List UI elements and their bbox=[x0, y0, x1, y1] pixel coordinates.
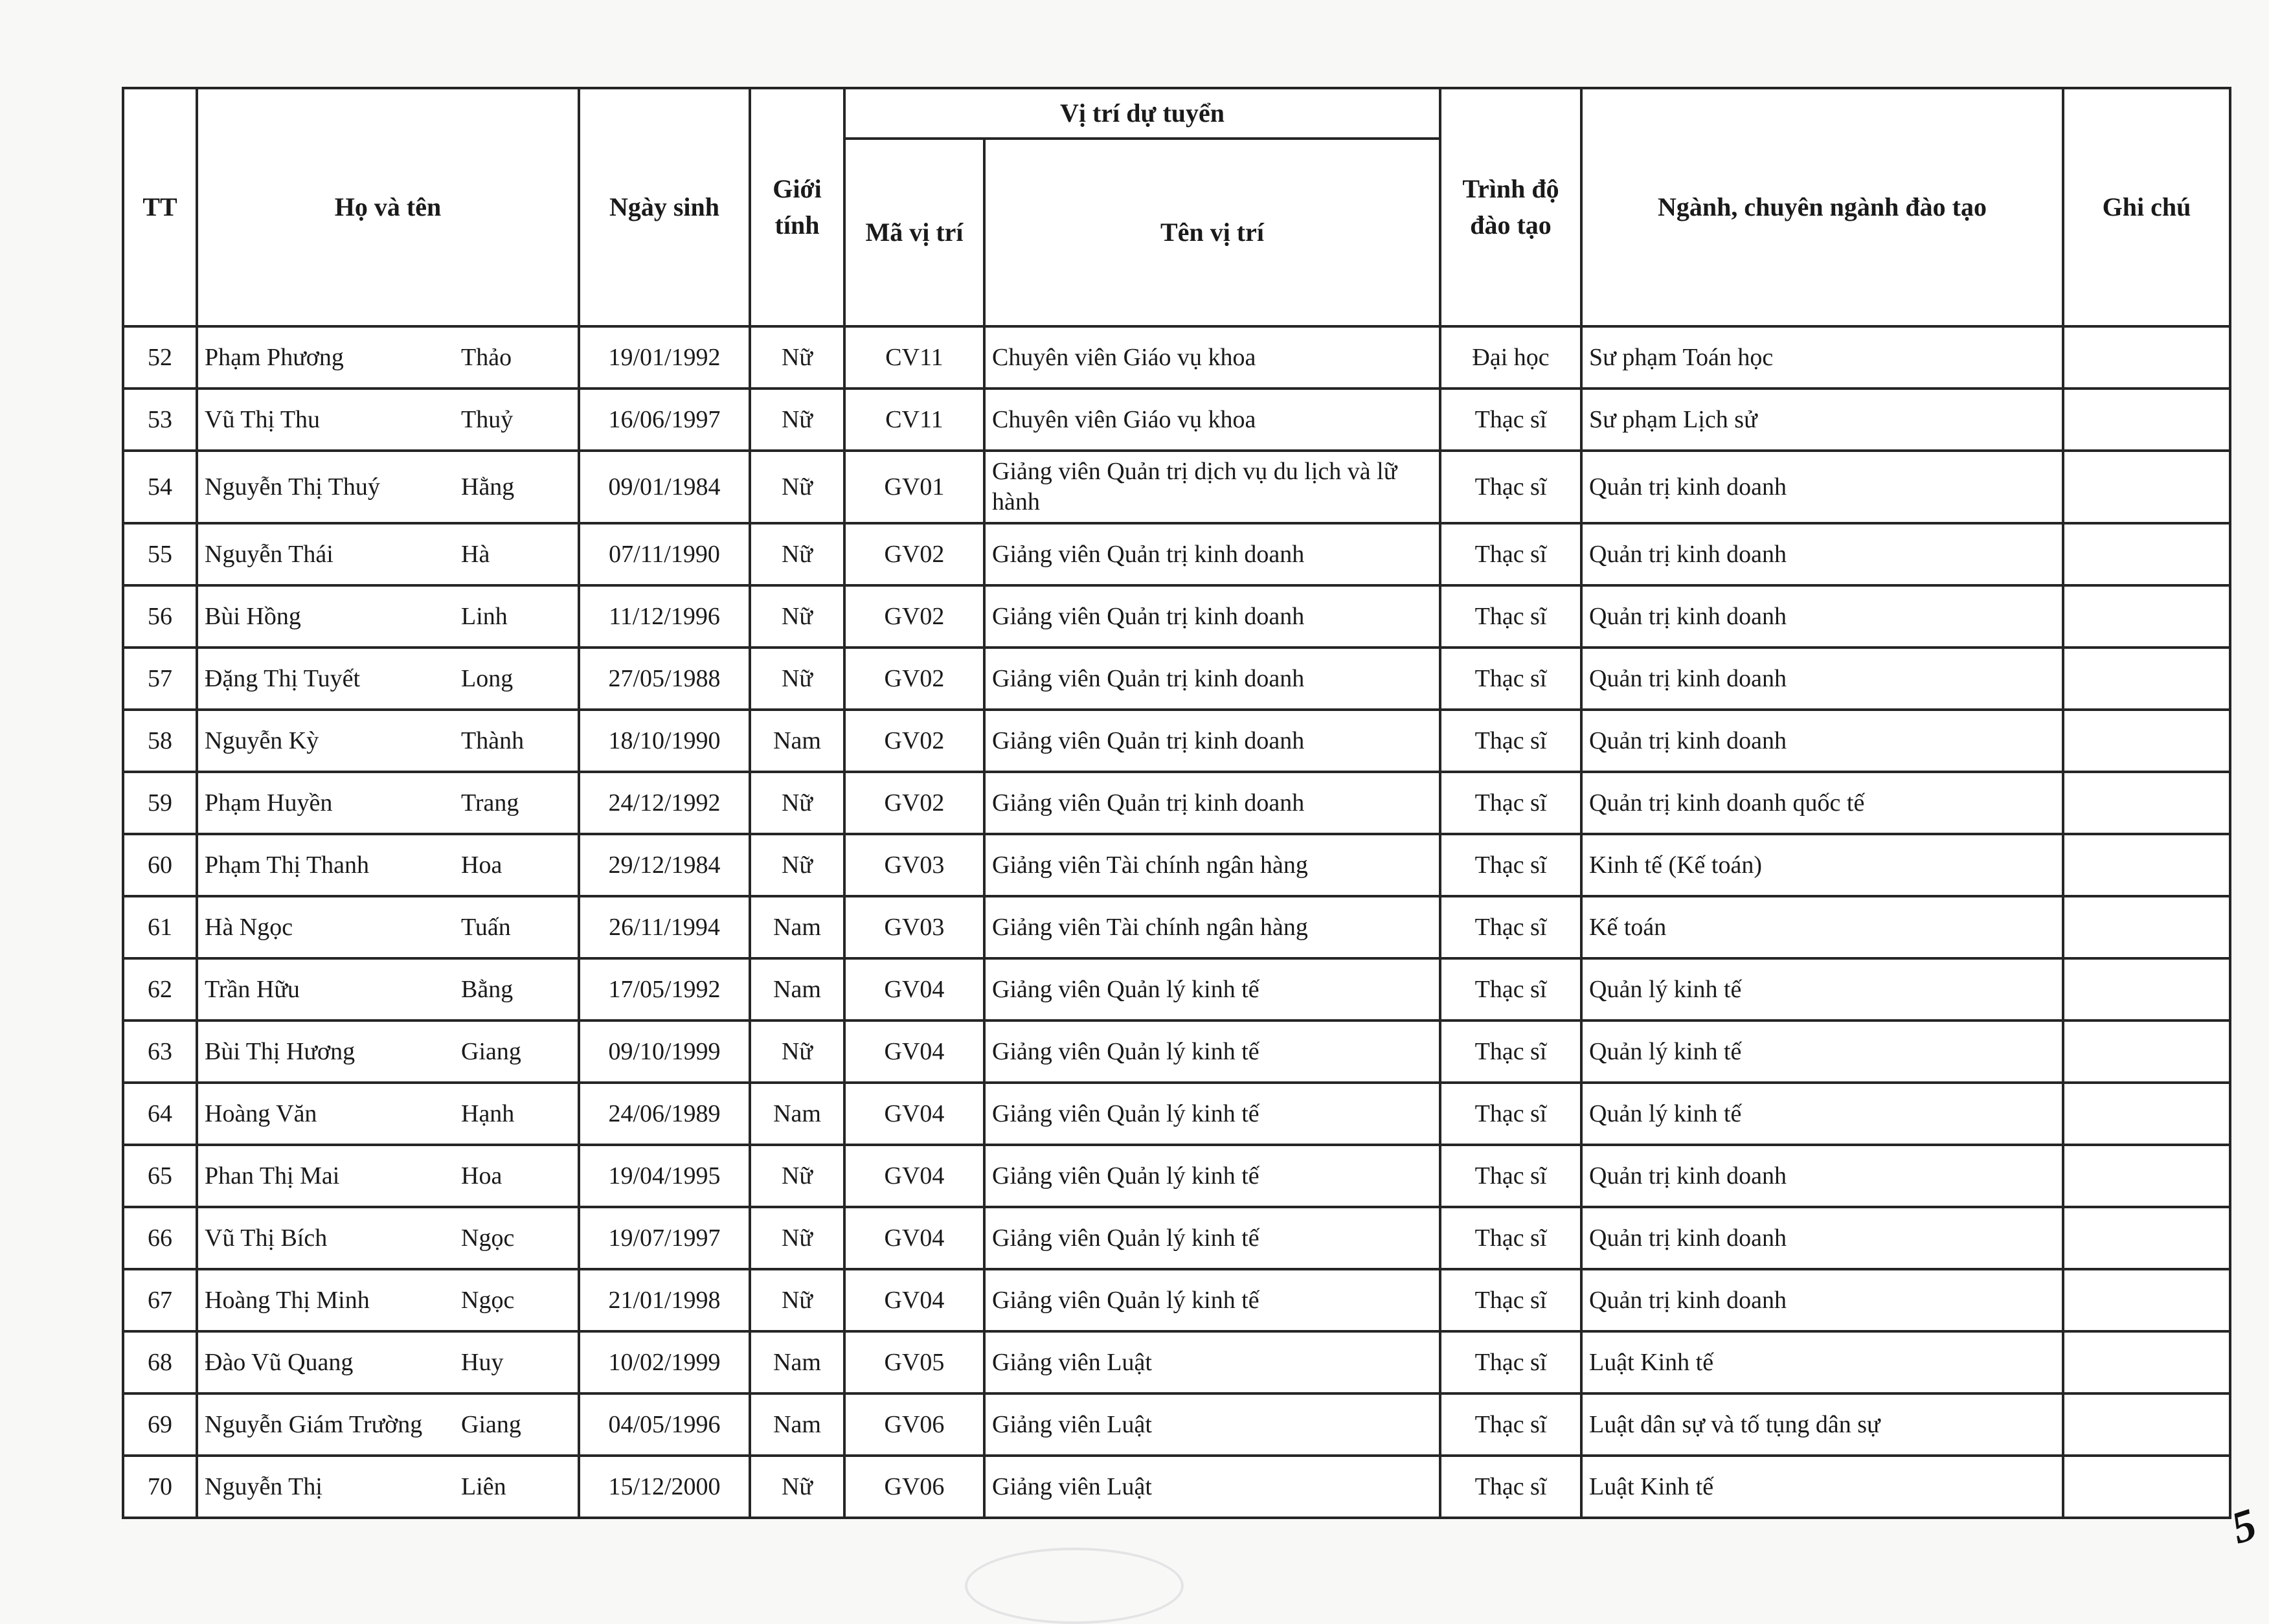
cell-given-name: Tuấn bbox=[461, 914, 511, 941]
cell-position-title: Giảng viên Quản trị kinh doanh bbox=[984, 710, 1440, 772]
cell-position-code: GV02 bbox=[844, 585, 984, 648]
cell-tt: 60 bbox=[123, 834, 197, 896]
cell-gender: Nữ bbox=[750, 326, 844, 389]
cell-level: Thạc sĩ bbox=[1440, 1269, 1581, 1331]
cell-level: Thạc sĩ bbox=[1440, 389, 1581, 451]
cell-tt: 59 bbox=[123, 772, 197, 834]
cell-dob: 16/06/1997 bbox=[579, 389, 750, 451]
cell-given-name: Hằng bbox=[461, 473, 515, 501]
cell-major: Luật Kinh tế bbox=[1581, 1456, 2063, 1518]
cell-position-code: GV04 bbox=[844, 1207, 984, 1269]
cell-surname: Trần Hữu bbox=[205, 976, 300, 1003]
table-row bbox=[123, 648, 2230, 710]
table-row bbox=[123, 1331, 2230, 1393]
cell-note bbox=[2063, 1331, 2230, 1393]
cell-surname: Hoàng Văn bbox=[205, 1100, 317, 1127]
cell-given-name: Giang bbox=[461, 1038, 521, 1065]
cell-name bbox=[197, 451, 579, 523]
cell-dob: 29/12/1984 bbox=[579, 834, 750, 896]
cell-dob: 19/04/1995 bbox=[579, 1145, 750, 1207]
cell-position-code: GV04 bbox=[844, 1083, 984, 1145]
cell-given-name: Long bbox=[461, 665, 514, 692]
cell-level: Đại học bbox=[1440, 326, 1581, 389]
cell-note bbox=[2063, 585, 2230, 648]
cell-tt: 56 bbox=[123, 585, 197, 648]
cell-surname: Đào Vũ Quang bbox=[205, 1349, 354, 1376]
cell-gender: Nữ bbox=[750, 1021, 844, 1083]
cell-major: Quản trị kinh doanh bbox=[1581, 451, 2063, 523]
cell-given-name: Trang bbox=[461, 789, 519, 817]
cell-major: Kế toán bbox=[1581, 896, 2063, 958]
cell-surname: Phạm Thị Thanh bbox=[205, 851, 370, 879]
table-row bbox=[123, 1145, 2230, 1207]
cell-surname: Bùi Thị Hương bbox=[205, 1038, 356, 1065]
cell-surname: Đặng Thị Tuyết bbox=[205, 665, 361, 692]
cell-position-title: Giảng viên Tài chính ngân hàng bbox=[984, 834, 1440, 896]
cell-dob: 19/01/1992 bbox=[579, 326, 750, 389]
cell-level: Thạc sĩ bbox=[1440, 1331, 1581, 1393]
cell-level: Thạc sĩ bbox=[1440, 710, 1581, 772]
cell-level: Thạc sĩ bbox=[1440, 1456, 1581, 1518]
cell-position-title: Giảng viên Luật bbox=[984, 1456, 1440, 1518]
cell-gender: Nữ bbox=[750, 1207, 844, 1269]
cell-given-name: Thảo bbox=[461, 344, 512, 371]
cell-note bbox=[2063, 1207, 2230, 1269]
cell-major: Quản trị kinh doanh bbox=[1581, 1207, 2063, 1269]
cell-level: Thạc sĩ bbox=[1440, 834, 1581, 896]
cell-tt: 64 bbox=[123, 1083, 197, 1145]
header-name: Họ và tên bbox=[197, 88, 579, 326]
cell-gender: Nữ bbox=[750, 1145, 844, 1207]
table-row bbox=[123, 523, 2230, 585]
cell-given-name: Liên bbox=[461, 1473, 506, 1500]
cell-position-title: Giảng viên Quản lý kinh tế bbox=[984, 958, 1440, 1021]
cell-note bbox=[2063, 648, 2230, 710]
cell-note bbox=[2063, 523, 2230, 585]
table-row bbox=[123, 451, 2230, 523]
cell-gender: Nữ bbox=[750, 523, 844, 585]
cell-gender: Nam bbox=[750, 710, 844, 772]
cell-major: Kinh tế (Kế toán) bbox=[1581, 834, 2063, 896]
faint-stamp bbox=[965, 1548, 1184, 1624]
cell-major: Quản lý kinh tế bbox=[1581, 958, 2063, 1021]
cell-surname: Bùi Hồng bbox=[205, 603, 301, 630]
cell-major: Luật dân sự và tố tụng dân sự bbox=[1581, 1393, 2063, 1456]
cell-major: Quản trị kinh doanh quốc tế bbox=[1581, 772, 2063, 834]
header-gender: Giới tính bbox=[750, 88, 844, 326]
cell-dob: 24/06/1989 bbox=[579, 1083, 750, 1145]
cell-major: Quản trị kinh doanh bbox=[1581, 523, 2063, 585]
cell-position-title: Giảng viên Quản trị kinh doanh bbox=[984, 585, 1440, 648]
table-row bbox=[123, 585, 2230, 648]
cell-given-name: Hà bbox=[461, 541, 490, 568]
cell-level: Thạc sĩ bbox=[1440, 585, 1581, 648]
table-row bbox=[123, 958, 2230, 1021]
cell-gender: Nữ bbox=[750, 834, 844, 896]
cell-position-code: GV03 bbox=[844, 896, 984, 958]
cell-level: Thạc sĩ bbox=[1440, 1021, 1581, 1083]
cell-given-name: Hạnh bbox=[461, 1100, 515, 1127]
cell-position-title: Giảng viên Quản trị kinh doanh bbox=[984, 772, 1440, 834]
cell-note bbox=[2063, 1393, 2230, 1456]
cell-note bbox=[2063, 1456, 2230, 1518]
table-row bbox=[123, 1021, 2230, 1083]
cell-tt: 52 bbox=[123, 326, 197, 389]
cell-name bbox=[197, 523, 579, 585]
cell-surname: Phạm Huyền bbox=[205, 789, 333, 817]
cell-name bbox=[197, 1145, 579, 1207]
cell-surname: Nguyễn Giám Trường bbox=[205, 1411, 423, 1438]
cell-dob: 07/11/1990 bbox=[579, 523, 750, 585]
header-major: Ngành, chuyên ngành đào tạo bbox=[1581, 88, 2063, 326]
cell-note bbox=[2063, 451, 2230, 523]
table-header bbox=[123, 88, 2230, 326]
cell-name bbox=[197, 710, 579, 772]
cell-given-name: Hoa bbox=[461, 851, 502, 879]
cell-position-code: GV04 bbox=[844, 1021, 984, 1083]
cell-name bbox=[197, 1207, 579, 1269]
cell-surname: Hoàng Thị Minh bbox=[205, 1287, 370, 1314]
cell-name bbox=[197, 1456, 579, 1518]
cell-major: Luật Kinh tế bbox=[1581, 1331, 2063, 1393]
cell-tt: 70 bbox=[123, 1456, 197, 1518]
cell-given-name: Huy bbox=[461, 1349, 504, 1376]
cell-tt: 61 bbox=[123, 896, 197, 958]
candidate-table bbox=[122, 87, 2231, 1519]
cell-level: Thạc sĩ bbox=[1440, 772, 1581, 834]
cell-major: Sư phạm Lịch sử bbox=[1581, 389, 2063, 451]
cell-tt: 58 bbox=[123, 710, 197, 772]
cell-dob: 24/12/1992 bbox=[579, 772, 750, 834]
table-row bbox=[123, 896, 2230, 958]
cell-position-title: Giảng viên Quản trị kinh doanh bbox=[984, 648, 1440, 710]
table-row bbox=[123, 1393, 2230, 1456]
cell-dob: 18/10/1990 bbox=[579, 710, 750, 772]
cell-position-code: GV05 bbox=[844, 1331, 984, 1393]
cell-position-code: GV01 bbox=[844, 451, 984, 523]
cell-position-title: Giảng viên Quản trị dịch vụ du lịch và lữ hành bbox=[984, 451, 1440, 523]
cell-note bbox=[2063, 1083, 2230, 1145]
cell-major: Quản trị kinh doanh bbox=[1581, 648, 2063, 710]
cell-dob: 10/02/1999 bbox=[579, 1331, 750, 1393]
cell-position-title: Giảng viên Quản lý kinh tế bbox=[984, 1145, 1440, 1207]
cell-given-name: Thuỷ bbox=[461, 406, 514, 433]
cell-note bbox=[2063, 1145, 2230, 1207]
cell-dob: 26/11/1994 bbox=[579, 896, 750, 958]
cell-given-name: Bằng bbox=[461, 976, 514, 1003]
cell-tt: 69 bbox=[123, 1393, 197, 1456]
table-body bbox=[123, 326, 2230, 1518]
header-position-group: Vị trí dự tuyển bbox=[844, 88, 1440, 139]
cell-surname: Nguyễn Thái bbox=[205, 541, 333, 568]
cell-surname: Vũ Thị Thu bbox=[205, 406, 321, 433]
cell-level: Thạc sĩ bbox=[1440, 1145, 1581, 1207]
cell-major: Sư phạm Toán học bbox=[1581, 326, 2063, 389]
cell-note bbox=[2063, 1269, 2230, 1331]
cell-dob: 27/05/1988 bbox=[579, 648, 750, 710]
cell-major: Quản trị kinh doanh bbox=[1581, 1269, 2063, 1331]
cell-major: Quản trị kinh doanh bbox=[1581, 1145, 2063, 1207]
cell-surname: Vũ Thị Bích bbox=[205, 1224, 328, 1252]
cell-name bbox=[197, 834, 579, 896]
cell-note bbox=[2063, 1021, 2230, 1083]
cell-tt: 57 bbox=[123, 648, 197, 710]
table-row bbox=[123, 834, 2230, 896]
cell-given-name: Ngọc bbox=[461, 1224, 515, 1252]
cell-surname: Phan Thị Mai bbox=[205, 1162, 340, 1190]
cell-dob: 17/05/1992 bbox=[579, 958, 750, 1021]
cell-note bbox=[2063, 710, 2230, 772]
cell-name bbox=[197, 1331, 579, 1393]
cell-position-code: CV11 bbox=[844, 389, 984, 451]
cell-dob: 04/05/1996 bbox=[579, 1393, 750, 1456]
page-mark: 5 bbox=[2225, 1499, 2263, 1554]
cell-tt: 67 bbox=[123, 1269, 197, 1331]
cell-gender: Nữ bbox=[750, 1269, 844, 1331]
cell-gender: Nam bbox=[750, 1393, 844, 1456]
table-row bbox=[123, 1456, 2230, 1518]
cell-gender: Nữ bbox=[750, 451, 844, 523]
header-dob: Ngày sinh bbox=[579, 88, 750, 326]
cell-name bbox=[197, 1393, 579, 1456]
cell-note bbox=[2063, 896, 2230, 958]
cell-dob: 19/07/1997 bbox=[579, 1207, 750, 1269]
cell-name bbox=[197, 772, 579, 834]
cell-position-code: GV04 bbox=[844, 1269, 984, 1331]
cell-position-code: GV04 bbox=[844, 1145, 984, 1207]
cell-surname: Nguyễn Thị bbox=[205, 1473, 322, 1500]
cell-name bbox=[197, 648, 579, 710]
cell-gender: Nữ bbox=[750, 1456, 844, 1518]
cell-dob: 21/01/1998 bbox=[579, 1269, 750, 1331]
table-row bbox=[123, 389, 2230, 451]
cell-gender: Nam bbox=[750, 1331, 844, 1393]
cell-name bbox=[197, 958, 579, 1021]
cell-dob: 09/01/1984 bbox=[579, 451, 750, 523]
cell-major: Quản lý kinh tế bbox=[1581, 1083, 2063, 1145]
table-row bbox=[123, 1207, 2230, 1269]
cell-dob: 15/12/2000 bbox=[579, 1456, 750, 1518]
cell-dob: 09/10/1999 bbox=[579, 1021, 750, 1083]
header-tt: TT bbox=[123, 88, 197, 326]
cell-gender: Nữ bbox=[750, 389, 844, 451]
cell-position-title: Giảng viên Quản lý kinh tế bbox=[984, 1083, 1440, 1145]
cell-gender: Nam bbox=[750, 896, 844, 958]
cell-note bbox=[2063, 326, 2230, 389]
cell-dob: 11/12/1996 bbox=[579, 585, 750, 648]
cell-level: Thạc sĩ bbox=[1440, 648, 1581, 710]
cell-position-title: Giảng viên Quản trị kinh doanh bbox=[984, 523, 1440, 585]
cell-major: Quản trị kinh doanh bbox=[1581, 710, 2063, 772]
cell-gender: Nữ bbox=[750, 585, 844, 648]
cell-position-title: Giảng viên Luật bbox=[984, 1393, 1440, 1456]
cell-position-code: GV06 bbox=[844, 1456, 984, 1518]
cell-note bbox=[2063, 958, 2230, 1021]
table-row bbox=[123, 326, 2230, 389]
cell-position-code: CV11 bbox=[844, 326, 984, 389]
cell-position-title: Chuyên viên Giáo vụ khoa bbox=[984, 389, 1440, 451]
cell-tt: 63 bbox=[123, 1021, 197, 1083]
cell-note bbox=[2063, 389, 2230, 451]
cell-position-code: GV04 bbox=[844, 958, 984, 1021]
cell-gender: Nam bbox=[750, 1083, 844, 1145]
table-row bbox=[123, 1083, 2230, 1145]
cell-major: Quản lý kinh tế bbox=[1581, 1021, 2063, 1083]
cell-tt: 55 bbox=[123, 523, 197, 585]
cell-name bbox=[197, 389, 579, 451]
cell-surname: Nguyễn Thị Thuý bbox=[205, 473, 380, 501]
cell-given-name: Thành bbox=[461, 727, 525, 754]
cell-given-name: Linh bbox=[461, 603, 508, 630]
cell-position-title: Giảng viên Quản lý kinh tế bbox=[984, 1207, 1440, 1269]
cell-position-code: GV06 bbox=[844, 1393, 984, 1456]
cell-name bbox=[197, 1269, 579, 1331]
cell-level: Thạc sĩ bbox=[1440, 958, 1581, 1021]
cell-gender: Nam bbox=[750, 958, 844, 1021]
cell-level: Thạc sĩ bbox=[1440, 1207, 1581, 1269]
cell-given-name: Giang bbox=[461, 1411, 521, 1438]
cell-major: Quản trị kinh doanh bbox=[1581, 585, 2063, 648]
cell-name bbox=[197, 1083, 579, 1145]
header-level: Trình độ đào tạo bbox=[1440, 88, 1581, 326]
cell-level: Thạc sĩ bbox=[1440, 896, 1581, 958]
cell-position-title: Chuyên viên Giáo vụ khoa bbox=[984, 326, 1440, 389]
cell-surname: Hà Ngọc bbox=[205, 914, 293, 941]
cell-name bbox=[197, 896, 579, 958]
cell-tt: 66 bbox=[123, 1207, 197, 1269]
cell-gender: Nữ bbox=[750, 772, 844, 834]
cell-level: Thạc sĩ bbox=[1440, 451, 1581, 523]
table-row bbox=[123, 772, 2230, 834]
table-row bbox=[123, 710, 2230, 772]
cell-surname: Phạm Phương bbox=[205, 344, 344, 371]
cell-position-title: Giảng viên Quản lý kinh tế bbox=[984, 1269, 1440, 1331]
header-position-code: Mã vị trí bbox=[844, 139, 984, 326]
header-position-title: Tên vị trí bbox=[984, 139, 1440, 326]
cell-position-code: GV02 bbox=[844, 710, 984, 772]
cell-level: Thạc sĩ bbox=[1440, 523, 1581, 585]
cell-name bbox=[197, 585, 579, 648]
table-row bbox=[123, 1269, 2230, 1331]
cell-tt: 65 bbox=[123, 1145, 197, 1207]
cell-gender: Nữ bbox=[750, 648, 844, 710]
cell-position-code: GV03 bbox=[844, 834, 984, 896]
cell-level: Thạc sĩ bbox=[1440, 1083, 1581, 1145]
cell-position-title: Giảng viên Tài chính ngân hàng bbox=[984, 896, 1440, 958]
cell-name bbox=[197, 1021, 579, 1083]
cell-level: Thạc sĩ bbox=[1440, 1393, 1581, 1456]
cell-tt: 53 bbox=[123, 389, 197, 451]
cell-given-name: Ngọc bbox=[461, 1287, 515, 1314]
cell-position-code: GV02 bbox=[844, 772, 984, 834]
cell-tt: 54 bbox=[123, 451, 197, 523]
cell-surname: Nguyễn Kỳ bbox=[205, 727, 319, 754]
cell-position-code: GV02 bbox=[844, 523, 984, 585]
cell-tt: 68 bbox=[123, 1331, 197, 1393]
header-note: Ghi chú bbox=[2063, 88, 2230, 326]
cell-given-name: Hoa bbox=[461, 1162, 502, 1190]
cell-tt: 62 bbox=[123, 958, 197, 1021]
cell-note bbox=[2063, 834, 2230, 896]
cell-note bbox=[2063, 772, 2230, 834]
cell-position-title: Giảng viên Quản lý kinh tế bbox=[984, 1021, 1440, 1083]
cell-name bbox=[197, 326, 579, 389]
cell-position-code: GV02 bbox=[844, 648, 984, 710]
cell-position-title: Giảng viên Luật bbox=[984, 1331, 1440, 1393]
